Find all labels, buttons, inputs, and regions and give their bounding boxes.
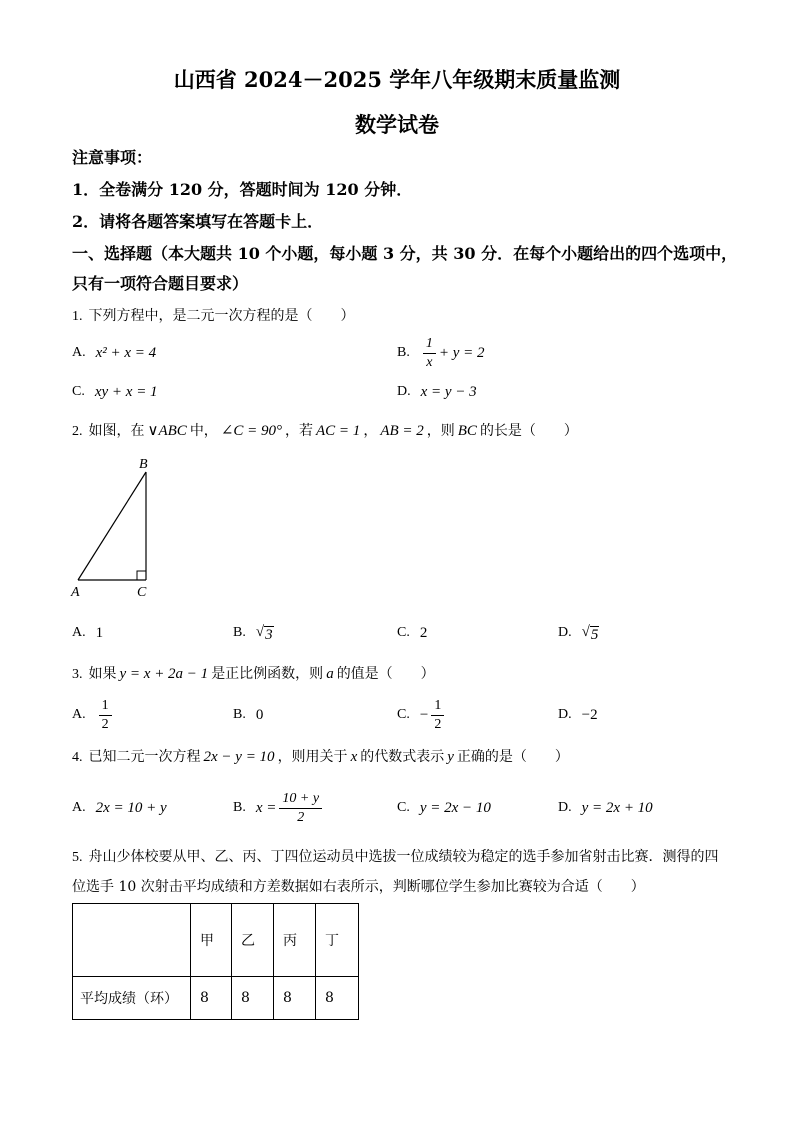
question-3-stem [72, 664, 435, 685]
triangle-side-ab [78, 472, 146, 580]
question-math: ∠C = 90° [220, 423, 283, 439]
option-label: B. [233, 625, 246, 640]
option-expression: x² + x = 4 [95, 344, 157, 361]
question-text: ，则 [426, 423, 455, 439]
section-heading-line-1: 一、选择题（本大题共 10 个小题，每小题 3 分，共 30 分．在每个小题给出的四个选项中， [72, 244, 738, 263]
option-label: A. [72, 625, 86, 640]
question-2-stem [72, 421, 578, 442]
option-label: C. [397, 800, 410, 815]
option-expression: x = [255, 799, 277, 816]
table-header-cell: 丁 [316, 904, 359, 977]
exam-subtitle: 数学试卷 [355, 112, 439, 137]
question-1-option-b [397, 331, 485, 375]
table-header-row [73, 904, 359, 977]
radicand: 5 [590, 626, 599, 643]
option-label: B. [233, 707, 246, 722]
question-math: AB = 2 [380, 423, 424, 439]
question-text: 已知二元一次方程 [88, 749, 201, 765]
option-fraction [431, 698, 444, 733]
question-math: x [350, 749, 358, 765]
question-2-option-d [558, 611, 599, 655]
radical-sign: √ [581, 623, 590, 640]
table-header-cell: 乙 [232, 904, 274, 977]
option-square-root [256, 624, 274, 643]
notes-heading: 注意事项： [72, 148, 153, 167]
question-5-stem-line-2: 位选手 10 次射击平均成绩和方差数据如右表所示，判断哪位学生参加比赛较为合适（ ） [72, 879, 645, 895]
question-4-option-b [233, 786, 325, 830]
fraction-denominator: x [426, 354, 433, 370]
option-label: B. [233, 800, 246, 815]
option-value: −2 [581, 706, 598, 723]
fraction-denominator: 2 [101, 716, 109, 732]
fraction-denominator: 2 [297, 809, 305, 825]
option-label: C. [72, 384, 85, 399]
right-triangle-figure [60, 450, 170, 600]
table-header-cell: 甲 [191, 904, 232, 977]
radical-sign: √ [255, 623, 265, 640]
option-label: D. [558, 800, 572, 815]
option-label: D. [558, 625, 572, 640]
question-math: y = x + 2a − 1 [119, 666, 209, 682]
fraction-numerator: 1 [423, 336, 436, 354]
table-corner-cell [73, 904, 191, 977]
option-expression: y = 2x + 10 [581, 799, 653, 816]
fraction-numerator: 1 [431, 698, 444, 716]
vertex-label-b: B [139, 457, 148, 472]
section-heading-line-2: 只有一项符合题目要求） [72, 274, 249, 293]
option-label: B. [397, 345, 410, 360]
question-math: ∨ABC [147, 423, 187, 439]
table-cell: 8 [316, 977, 359, 1020]
question-4-option-a [72, 786, 167, 830]
option-fraction [423, 336, 436, 371]
notes-item-2: 2．请将各题答案填写在答题卡上． [72, 212, 324, 231]
fraction-numerator: 1 [99, 698, 112, 716]
fraction-numerator: 10 + y [279, 791, 322, 809]
question-4-stem [72, 747, 569, 768]
option-label: A. [72, 800, 86, 815]
question-2-option-a [72, 611, 103, 655]
table-cell: 8 [232, 977, 274, 1020]
question-text: 的代数式表示 [360, 749, 445, 765]
option-value: 1 [95, 624, 104, 641]
question-text: ，若 [285, 423, 314, 439]
table-row [73, 977, 359, 1020]
notes-item-1: 1．全卷满分 120 分，答题时间为 120 分钟． [72, 180, 413, 199]
question-math: BC [457, 423, 477, 439]
option-square-root [582, 624, 600, 643]
table-row-label: 平均成绩（环） [73, 977, 191, 1020]
question-1-option-a [72, 331, 156, 375]
option-label: C. [397, 707, 410, 722]
question-3-option-b [233, 693, 263, 737]
option-expression: x = y − 3 [420, 383, 477, 400]
question-4-option-c [397, 786, 491, 830]
question-1-stem [72, 306, 355, 327]
option-sign: − [419, 706, 429, 723]
question-text: 下列方程中，是二元一次方程的是（ ） [88, 308, 355, 324]
right-angle-marker [137, 571, 146, 580]
score-table [72, 903, 359, 1020]
option-expression: + y = 2 [438, 344, 485, 361]
table-cell: 8 [274, 977, 316, 1020]
option-label: A. [72, 345, 86, 360]
vertex-label-c: C [137, 585, 147, 600]
option-fraction [279, 791, 322, 826]
question-2-option-b [233, 611, 274, 655]
question-text: 的长是（ ） [479, 423, 578, 439]
option-label: C. [397, 625, 410, 640]
question-number: 2. [72, 424, 83, 439]
question-text: 是正比例函数，则 [211, 666, 324, 682]
option-label: A. [72, 707, 86, 722]
question-text: ， [363, 423, 378, 439]
question-number: 5. [72, 850, 83, 865]
option-label: D. [397, 384, 411, 399]
option-value: 2 [419, 624, 428, 641]
option-value: 0 [255, 706, 264, 723]
table-header-cell: 丙 [274, 904, 316, 977]
question-text: 的值是（ ） [336, 666, 435, 682]
exam-title: 山西省 2024－2025 学年八年级期末质量监测 [173, 67, 621, 92]
table-cell: 8 [191, 977, 232, 1020]
question-3-option-c [397, 693, 447, 737]
question-text: 舟山少体校要从甲、乙、丙、丁四位运动员中选拔一位成绩较为稳定的选手参加省射击比赛．测得的四 [88, 849, 719, 865]
question-text: 如图，在 [88, 423, 145, 439]
option-expression: xy + x = 1 [94, 383, 158, 400]
fraction-denominator: 2 [434, 716, 442, 732]
question-text: ，则用关于 [277, 749, 348, 765]
question-number: 3. [72, 667, 83, 682]
question-math: y [447, 749, 454, 765]
option-label: D. [558, 707, 572, 722]
question-text: 中， [189, 423, 218, 439]
option-fraction [99, 698, 112, 733]
question-2-option-c [397, 611, 427, 655]
question-3-option-a [72, 693, 115, 737]
question-number: 1. [72, 309, 83, 324]
question-number: 4. [72, 750, 83, 765]
question-5-stem-line-1 [72, 847, 719, 868]
question-math: a [326, 666, 334, 682]
question-1-option-c [72, 370, 158, 414]
question-text: 正确的是（ ） [456, 749, 569, 765]
question-4-option-d [558, 786, 653, 830]
option-expression: 2x = 10 + y [95, 799, 167, 816]
question-3-option-d [558, 693, 598, 737]
question-text: 如果 [88, 666, 117, 682]
question-1-option-d [397, 370, 477, 414]
question-math: AC = 1 [316, 423, 361, 439]
vertex-label-a: A [71, 585, 80, 600]
option-expression: y = 2x − 10 [419, 799, 491, 816]
question-math: 2x − y = 10 [203, 749, 275, 765]
radicand: 3 [265, 626, 273, 643]
